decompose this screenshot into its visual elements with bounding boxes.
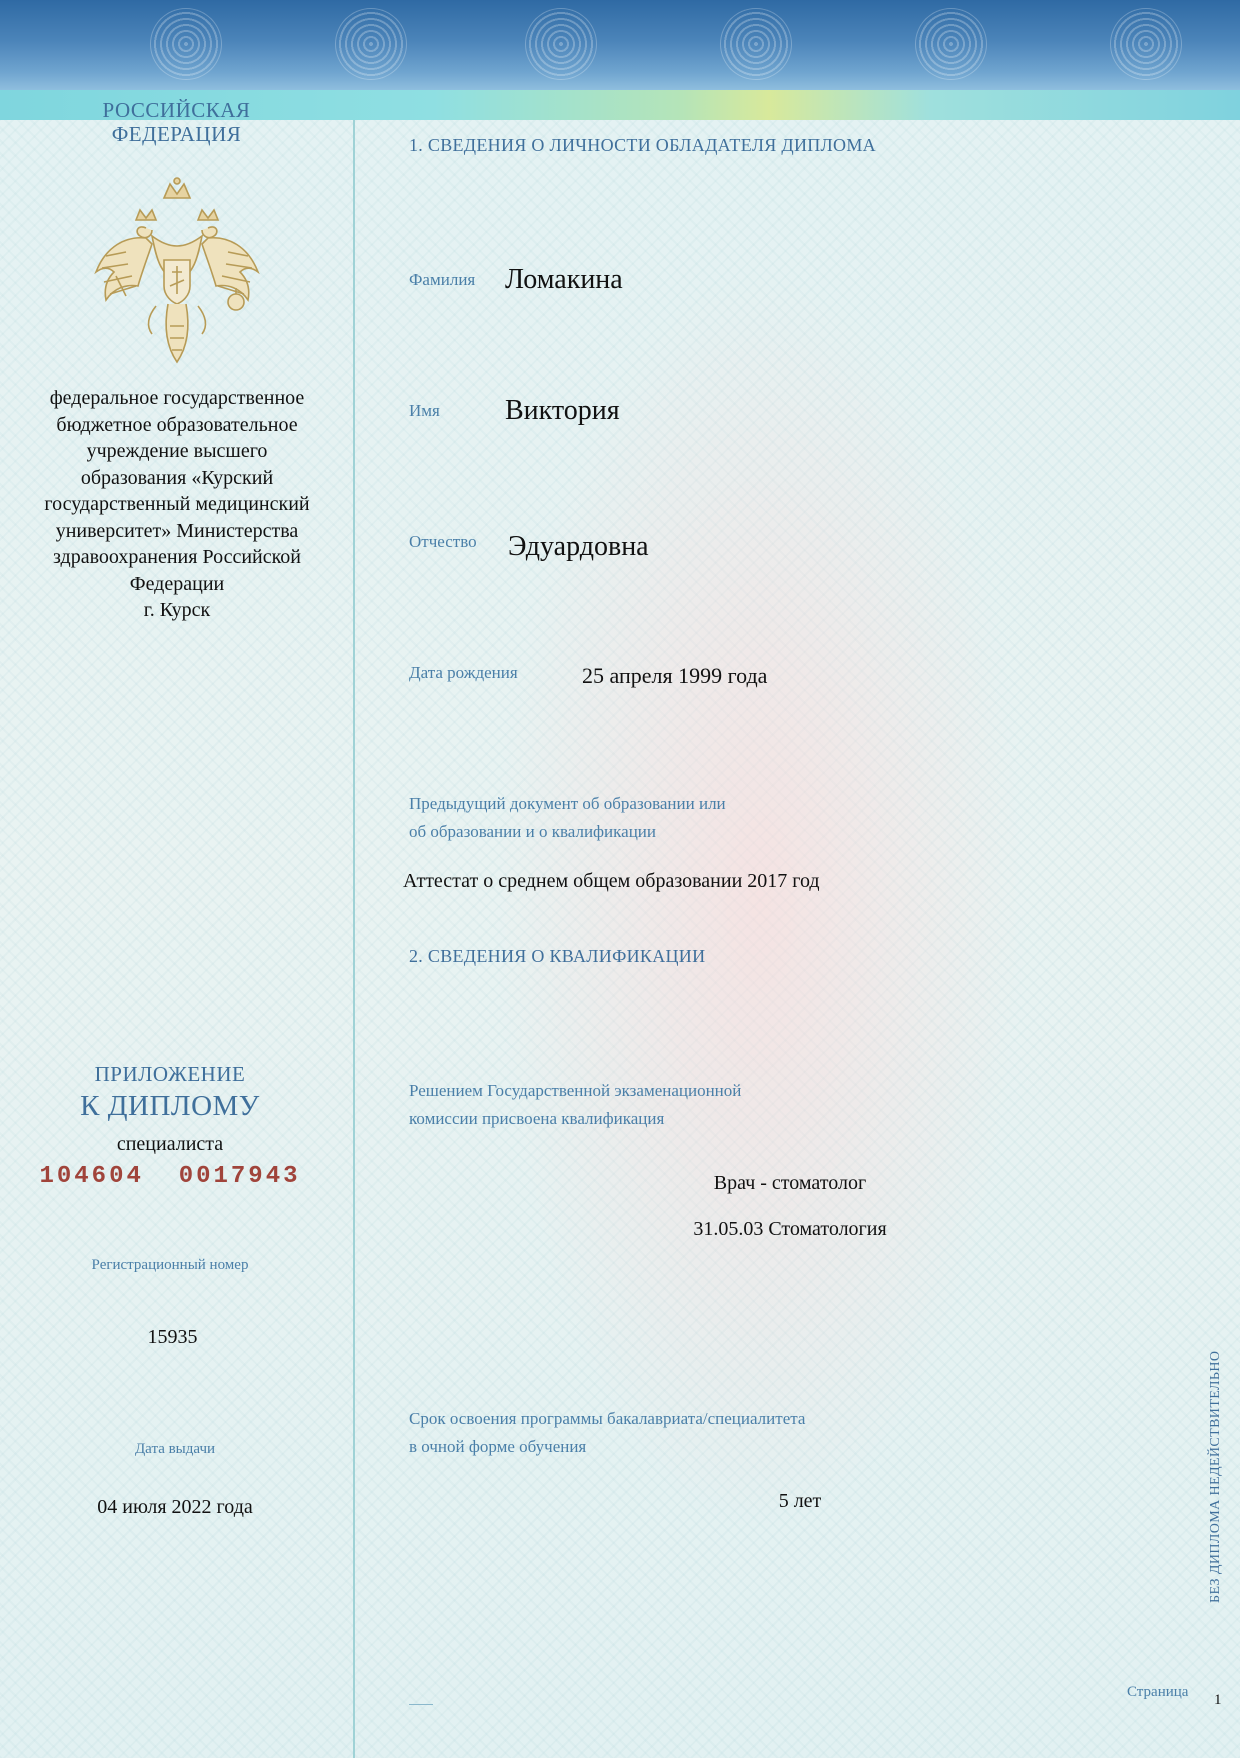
name-label: Имя <box>409 401 440 420</box>
birth-date-value: 25 апреля 1999 года <box>582 663 768 688</box>
rosette-ornament <box>915 8 987 80</box>
country-title: РОССИЙСКАЯ ФЕДЕРАЦИЯ <box>102 98 251 146</box>
degree-type: специалиста <box>116 1133 224 1155</box>
series-number: 104604 0017943 <box>39 1163 301 1190</box>
issue-date: 04 июля 2022 года <box>97 1496 253 1518</box>
section1-title: 1. СВЕДЕНИЯ О ЛИЧНОСТИ ОБЛАДАТЕЛЯ ДИПЛОМА <box>409 135 876 155</box>
rosette-ornament <box>335 8 407 80</box>
rosette-ornament <box>720 8 792 80</box>
footer-dash <box>409 1704 433 1705</box>
specialty-value: 31.05.03 Стоматология <box>693 1218 887 1240</box>
issue-date-label: Дата выдачи <box>134 1441 216 1457</box>
validity-note: БЕЗ ДИПЛОМА НЕДЕЙСТВИТЕЛЬНО <box>1208 1350 1223 1603</box>
coat-of-arms-emblem <box>86 176 268 376</box>
page-number: 1 <box>1214 1692 1222 1708</box>
commission-label: Решением Государственной экзаменационной комиссии присвоена квалификация <box>409 1081 742 1128</box>
appendix-title-line2: К ДИПЛОМУ <box>80 1090 260 1122</box>
patronymic-label: Отчество <box>409 532 477 551</box>
top-guilloche-band <box>0 0 1240 90</box>
appendix-title-line1: ПРИЛОЖЕНИЕ <box>94 1062 246 1086</box>
registration-number-label: Регистрационный номер <box>91 1257 249 1273</box>
column-divider <box>353 120 355 1758</box>
surname-label: Фамилия <box>409 270 476 289</box>
previous-document-label: Предыдущий документ об образовании или об образовании и о квалификации <box>409 794 726 841</box>
surname-value: Ломакина <box>505 264 623 295</box>
rosette-ornament <box>525 8 597 80</box>
name-value: Виктория <box>505 395 620 426</box>
qualification-value: Врач - стоматолог <box>713 1172 867 1194</box>
registration-number: 15935 <box>147 1326 198 1348</box>
birth-date-label: Дата рождения <box>409 663 518 682</box>
duration-value: 5 лет <box>778 1490 822 1512</box>
previous-document-value: Аттестат о среднем общем образовании 2017 год <box>403 870 820 892</box>
university-name: федеральное государственное бюджетное образовательное учреждение высшего образования «Курский государственный медицинский университет» Министерства здравоохранения Российской Федерации г. Курск <box>44 387 310 621</box>
rosette-ornament <box>150 8 222 80</box>
duration-label: Срок освоения программы бакалавриата/специалитета в очной форме обучения <box>409 1409 806 1456</box>
section2-title: 2. СВЕДЕНИЯ О КВАЛИФИКАЦИИ <box>409 946 706 966</box>
page-label: Страница <box>1127 1684 1189 1700</box>
rosette-ornament <box>1110 8 1182 80</box>
patronymic-value: Эдуардовна <box>508 531 649 562</box>
